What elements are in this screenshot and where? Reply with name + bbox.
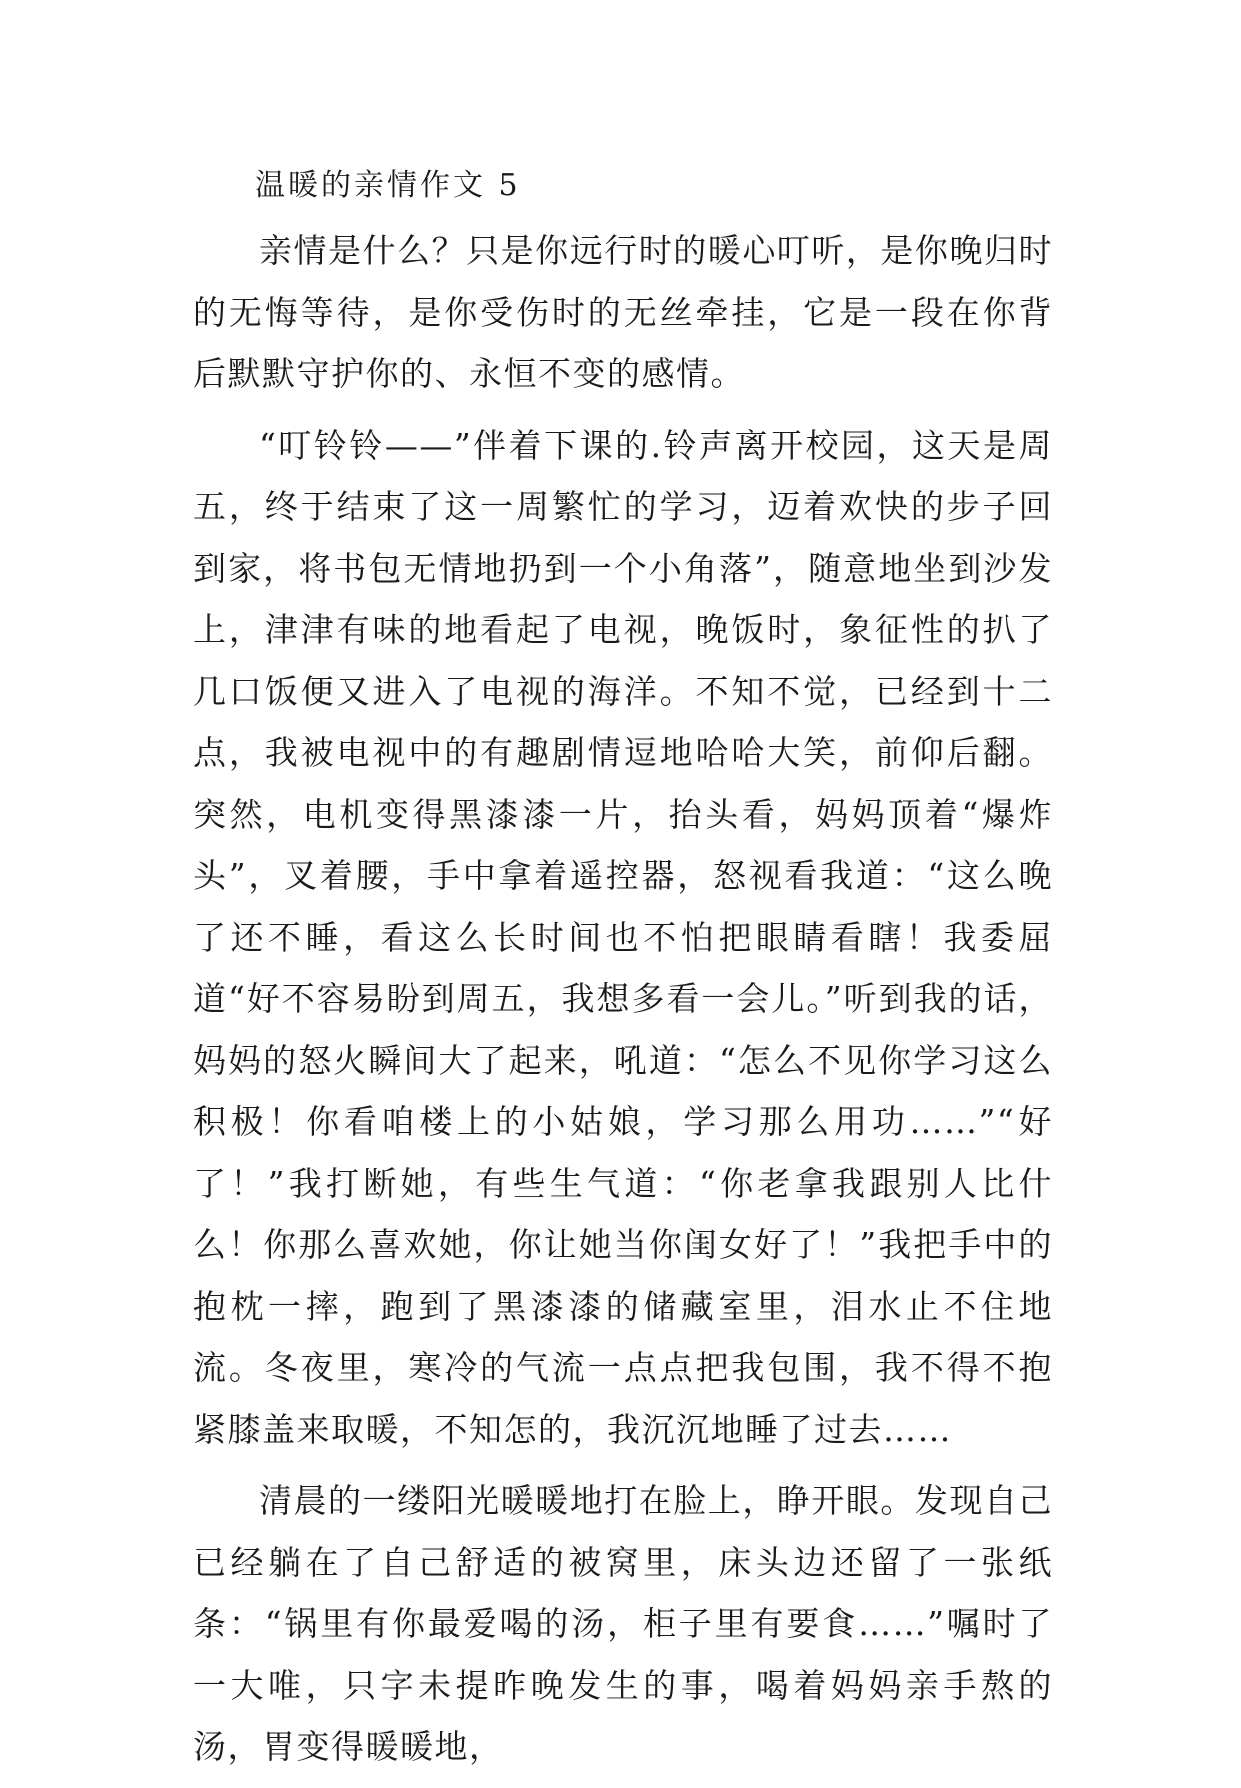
document-page [193,160,1053,1788]
paragraph-1: 亲情是什么？只是你远行时的暖心叮听，是你晚归时的无悔等待，是你受伤时的无丝牵挂，它是一段在你背后默默守护你的、永恒不变的感情。 [193,231,1053,393]
document-title: 温暖的亲情作文 5 [255,168,521,203]
paragraph-2: “叮铃铃——”伴着下课的.铃声离开校园，这天是周五，终于结束了这一周繁忙的学习，迈着欢快的步子回到家，将书包无情地扔到一个小角落”，随意地坐到沙发上，津津有味的地看起了电视，晚饭时，象征性的扒了几口饭便又进入了电视的海洋。不知不觉，已经到十二点，我被电视中的有趣剧情逗地哈哈大笑，前仰后翻。突然，电机变得黑漆漆一片，抬头看，妈妈顶着“爆炸头”，叉着腰，手中拿着遥控器，怒视看我道：“这么晚了还不睡，看这么长时间也不怕把眼睛看瞎！我委屈道“好不容易盼到周五，我想多看一会儿。”听到我的话，妈妈的怒火瞬间大了起来，吼道：“怎么不见你学习这么积极！你看咱楼上的小姑娘，学习那么用功……”“好了！”我打断她，有些生气道：“你老拿我跟别人比什么！你那么喜欢她，你让她当你闺女好了！”我把手中的抱枕一摔，跑到了黑漆漆的储藏室里，泪水止不住地流。冬夜里，寒冷的气流一点点把我包围，我不得不抱紧膝盖来取暖，不知怎的，我沉沉地睡了过去…… [193,425,1053,1449]
paragraph-3: 清晨的一缕阳光暖暖地打在脸上，睁开眼。发现自己已经躺在了自己舒适的被窝里，床头边还留了一张纸条：“锅里有你最爱喝的汤，柜子里有要食……”嘱时了一大唯，只字未提昨晚发生的事，喝着妈妈亲手熬的汤，胃变得暖暖地， [193,1481,1053,1766]
